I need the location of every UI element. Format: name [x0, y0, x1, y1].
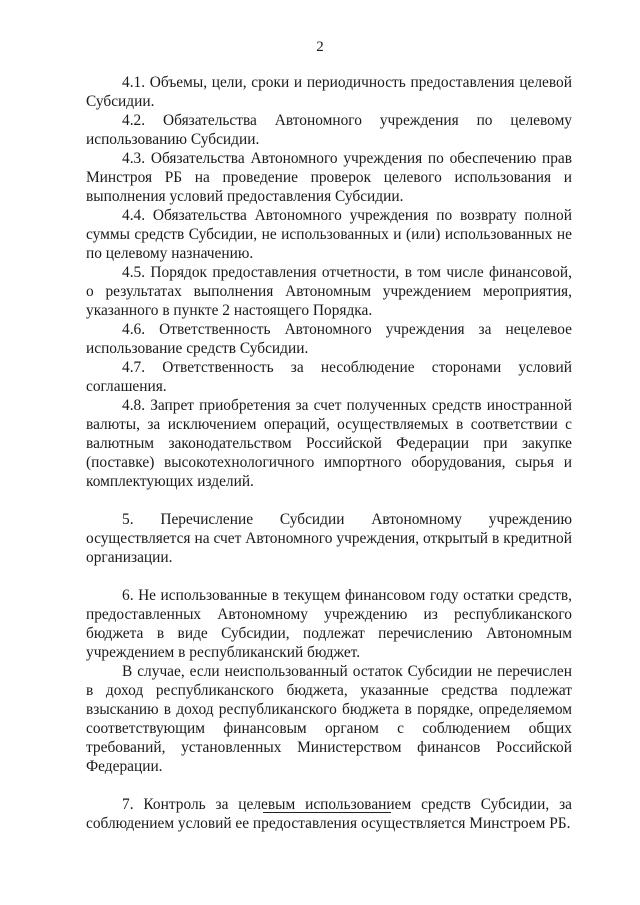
paragraph-gap: [86, 776, 572, 795]
paragraph-5: 5. Перечисление Субсидии Автономному учреждению осуществляется на счет Автономного учреждения, открытый в кредитной организации.: [86, 511, 572, 566]
page-number: 2: [316, 39, 324, 55]
document-body: [86, 73, 572, 833]
paragraph-4-8: 4.8. Запрет приобретения за счет полученных средств иностранной валюты, за исключением операций, осуществляемых в соответствии с валютным законодательством Российской Федерации при закупке (поставке) высокотехнологичного импортного оборудования, сырья и комплектующих изделий.: [86, 397, 572, 490]
end-rule-divider: [263, 812, 391, 813]
paragraph-4-1: 4.1. Объемы, цели, сроки и периодичность предоставления целевой Субсидии.: [86, 74, 572, 110]
paragraph-4-2: 4.2. Обязательства Автономного учреждения по целевому использованию Субсидии.: [86, 112, 572, 148]
paragraph-4-4: 4.4. Обязательства Автономного учреждения по возврату полной суммы средств Субсидии, не использованных и (или) использованных не по целевому назначению.: [86, 207, 572, 262]
paragraph-7: 7. Контроль за целевым использованием средств Субсидии, за соблюдением условий ее предоставления осуществляется Минстроем РБ.: [86, 796, 572, 832]
paragraph-4-3: 4.3. Обязательства Автономного учреждения по обеспечению прав Минстроя РБ на проведение проверок целевого использования и выполнения условий предоставления Субсидии.: [86, 150, 572, 205]
paragraph-4-7: 4.7. Ответственность за несоблюдение сторонами условий соглашения.: [86, 359, 572, 395]
paragraph-6: 6. Не использованные в текущем финансовом году остатки средств, предоставленных Автономному учреждению из республиканского бюджета в виде Субсидии, подлежат перечислению Автономным учреждением в республиканский бюджет.: [86, 587, 572, 661]
paragraph-gap: [86, 567, 572, 586]
paragraph-4-5: 4.5. Порядок предоставления отчетности, в том числе финансовой, о результатах выполнения Автономным учреждением мероприятия, указанного в пункте 2 настоящего Порядка.: [86, 264, 572, 319]
paragraph-6-continued: В случае, если неиспользованный остаток Субсидии не перечислен в доход республиканского бюджета, указанные средства подлежат взысканию в доход республиканского бюджета в порядке, определяемом соответствующим финансовым органом с соблюдением общих требований, установленных Министерством финансов Российской Федерации.: [86, 663, 572, 775]
paragraph-4-6: 4.6. Ответственность Автономного учреждения за нецелевое использование средств Субсидии.: [86, 321, 572, 357]
paragraph-gap: [86, 491, 572, 510]
